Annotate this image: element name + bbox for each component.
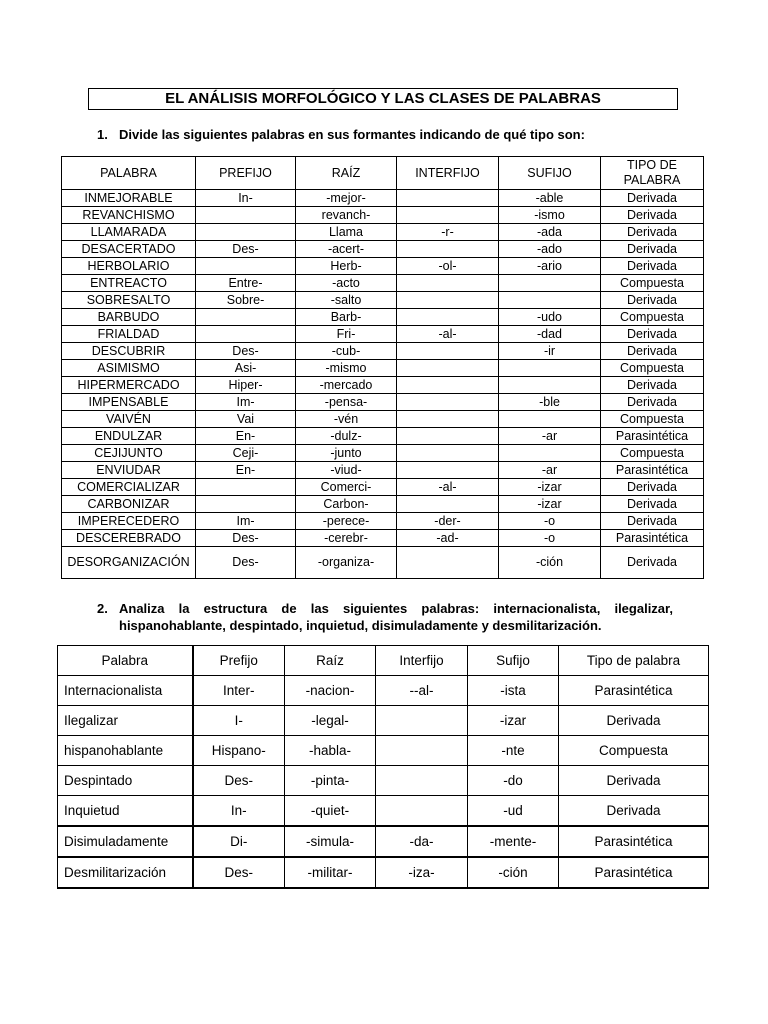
table-cell: -pensa- [296,394,397,411]
table-cell: Herb- [296,258,397,275]
word-cell: CARBONIZAR [62,496,196,513]
table-row [58,676,709,706]
table-cell [499,445,601,462]
table-cell: Hispano- [193,736,285,766]
table-cell [397,428,499,445]
column-header: Tipo de palabra [559,646,709,676]
table-cell: Compuesta [601,275,704,292]
table-cell: Des- [193,766,285,796]
table-cell: Derivada [559,796,709,827]
table-cell [397,411,499,428]
table-cell [196,496,296,513]
table-cell: Parasintética [601,428,704,445]
table-cell: -ble [499,394,601,411]
morphology-table-1 [61,156,704,579]
table-cell: Derivada [601,547,704,579]
table-cell: -dad [499,326,601,343]
table-cell: -r- [397,224,499,241]
table-cell: Derivada [601,326,704,343]
table-cell: -junto [296,445,397,462]
table-cell: -ado [499,241,601,258]
word-cell: FRIALDAD [62,326,196,343]
table-row [62,292,704,309]
table-cell: -ir [499,343,601,360]
table-cell [499,377,601,394]
column-header: Palabra [58,646,193,676]
table-cell: -ción [468,857,559,888]
question-2-line-1: Analiza la estructura de las siguientes palabras: internacionalista, ilegalizar, [119,601,673,616]
table-cell: Compuesta [601,309,704,326]
table-2-header-row [58,646,709,676]
column-header: INTERFIJO [397,157,499,190]
table-row [62,326,704,343]
table-cell: Compuesta [559,736,709,766]
table-cell: Asi- [196,360,296,377]
table-cell: Des- [196,343,296,360]
table-cell: Inter- [193,676,285,706]
table-cell: Fri- [296,326,397,343]
word-cell: ENTREACTO [62,275,196,292]
table-row [58,736,709,766]
table-cell: -ol- [397,258,499,275]
table-cell: -acto [296,275,397,292]
table-cell: Derivada [601,496,704,513]
table-row [62,513,704,530]
table-cell: Derivada [601,377,704,394]
table-cell: -viud- [296,462,397,479]
table-cell: Derivada [601,190,704,207]
table-row [62,377,704,394]
table-cell: -mejor- [296,190,397,207]
table-cell: -ción [499,547,601,579]
table-cell [397,207,499,224]
table-cell [376,796,468,827]
table-cell [397,343,499,360]
table-cell: Im- [196,513,296,530]
word-cell: DESCEREBRADO [62,530,196,547]
table-row [62,462,704,479]
table-cell: --al- [376,676,468,706]
table-cell: -pinta- [285,766,376,796]
table-cell: Llama [296,224,397,241]
table-cell: -mercado [296,377,397,394]
table-cell: Derivada [601,394,704,411]
table-cell: Derivada [601,224,704,241]
table-row [62,479,704,496]
table-1-header-row [62,157,704,190]
table-cell: Des- [196,241,296,258]
table-cell [376,736,468,766]
word-cell: DESCUBRIR [62,343,196,360]
table-cell: -acert- [296,241,397,258]
table-cell: -al- [397,326,499,343]
table-cell: -salto [296,292,397,309]
table-cell [397,394,499,411]
table-cell: Derivada [559,766,709,796]
table-cell: -al- [397,479,499,496]
word-cell: ENVIUDAR [62,462,196,479]
column-header: Prefijo [193,646,285,676]
word-cell: IMPENSABLE [62,394,196,411]
table-cell: Parasintética [559,826,709,857]
table-cell: -izar [468,706,559,736]
table-cell: Derivada [601,479,704,496]
table-cell: -quiet- [285,796,376,827]
table-cell: Comerci- [296,479,397,496]
table-cell: Barb- [296,309,397,326]
table-cell [397,241,499,258]
table-row [58,826,709,857]
question-2 [97,600,673,634]
table-cell: I- [193,706,285,736]
table-cell: -militar- [285,857,376,888]
table-row [62,258,704,275]
morphology-table-2 [57,645,709,889]
column-header: TIPO DE PALABRA [601,157,704,190]
table-row [62,275,704,292]
table-cell [397,292,499,309]
table-row [62,445,704,462]
table-cell: Compuesta [601,445,704,462]
table-cell: -cerebr- [296,530,397,547]
table-cell: Ceji- [196,445,296,462]
column-header: Interfijo [376,646,468,676]
table-cell: -o [499,530,601,547]
table-row [62,496,704,513]
table-cell: Parasintética [559,676,709,706]
table-cell: -ar [499,462,601,479]
table-row [62,309,704,326]
table-cell: Hiper- [196,377,296,394]
table-cell: -simula- [285,826,376,857]
word-cell: BARBUDO [62,309,196,326]
table-cell: -vén [296,411,397,428]
table-cell [196,309,296,326]
table-cell [196,479,296,496]
table-cell: Im- [196,394,296,411]
table-cell: -do [468,766,559,796]
word-cell: INMEJORABLE [62,190,196,207]
word-cell: Disimuladamente [58,826,193,857]
word-cell: CEJIJUNTO [62,445,196,462]
table-row [62,207,704,224]
table-cell [397,360,499,377]
table-row [62,394,704,411]
table-cell: -ud [468,796,559,827]
table-cell: -udo [499,309,601,326]
table-cell: Derivada [601,258,704,275]
question-1-number: 1. [97,127,108,142]
table-cell: -able [499,190,601,207]
table-cell: -o [499,513,601,530]
table-cell: Des- [196,530,296,547]
table-row [58,796,709,827]
table-cell: -iza- [376,857,468,888]
table-cell: Parasintética [559,857,709,888]
table-cell: Des- [196,547,296,579]
table-cell: -dulz- [296,428,397,445]
table-cell: En- [196,428,296,445]
table-cell: revanch- [296,207,397,224]
word-cell: HERBOLARIO [62,258,196,275]
table-cell: Derivada [601,343,704,360]
table-cell: -izar [499,496,601,513]
table-cell [397,309,499,326]
table-cell: Carbon- [296,496,397,513]
column-header: Raíz [285,646,376,676]
table-cell [397,445,499,462]
word-cell: DESORGANIZACIÓN [62,547,196,579]
table-cell [196,224,296,241]
column-header: PALABRA [62,157,196,190]
table-cell: -ad- [397,530,499,547]
table-cell [196,326,296,343]
table-cell: En- [196,462,296,479]
table-row [58,706,709,736]
word-cell: COMERCIALIZAR [62,479,196,496]
question-1-text: Divide las siguientes palabras en sus formantes indicando de qué tipo son: [119,127,585,142]
word-cell: IMPERECEDERO [62,513,196,530]
column-header: Sufijo [468,646,559,676]
table-cell: Sobre- [196,292,296,309]
table-cell: -organiza- [296,547,397,579]
table-cell [376,766,468,796]
table-cell: -ario [499,258,601,275]
table-cell: -mente- [468,826,559,857]
table-cell: Parasintética [601,462,704,479]
table-cell: Derivada [601,241,704,258]
table-cell: Compuesta [601,360,704,377]
table-cell: Vai [196,411,296,428]
table-cell [499,275,601,292]
question-2-number: 2. [97,601,108,616]
table-cell [376,706,468,736]
table-row [62,343,704,360]
table-cell [397,462,499,479]
table-row [58,857,709,888]
table-cell: -izar [499,479,601,496]
table-cell [499,360,601,377]
word-cell: ENDULZAR [62,428,196,445]
table-cell: -perece- [296,513,397,530]
table-cell [397,496,499,513]
table-cell [196,258,296,275]
word-cell: VAIVÉN [62,411,196,428]
question-1 [97,127,707,142]
page-title: EL ANÁLISIS MORFOLÓGICO Y LAS CLASES DE PALABRAS [88,88,678,110]
table-cell [499,411,601,428]
table-cell: Des- [193,857,285,888]
table-cell [397,275,499,292]
table-row [62,428,704,445]
table-row [58,766,709,796]
table-cell: Derivada [601,207,704,224]
table-row [62,530,704,547]
word-cell: SOBRESALTO [62,292,196,309]
column-header: PREFIJO [196,157,296,190]
table-cell: -da- [376,826,468,857]
table-cell: Parasintética [601,530,704,547]
table-cell: -habla- [285,736,376,766]
table-cell: In- [196,190,296,207]
table-cell: -der- [397,513,499,530]
table-row [62,224,704,241]
word-cell: HIPERMERCADO [62,377,196,394]
table-cell [397,547,499,579]
word-cell: REVANCHISMO [62,207,196,224]
table-cell: Compuesta [601,411,704,428]
table-row [62,547,704,579]
word-cell: Inquietud [58,796,193,827]
word-cell: Internacionalista [58,676,193,706]
word-cell: Desmilitarización [58,857,193,888]
word-cell: ASIMISMO [62,360,196,377]
table-row [62,411,704,428]
table-row [62,241,704,258]
table-cell: In- [193,796,285,827]
table-cell: Derivada [559,706,709,736]
word-cell: Ilegalizar [58,706,193,736]
word-cell: Despintado [58,766,193,796]
table-cell: -cub- [296,343,397,360]
word-cell: LLAMARADA [62,224,196,241]
table-cell: -mismo [296,360,397,377]
column-header: SUFIJO [499,157,601,190]
question-2-line-2: hispanohablante, despintado, inquietud, disimuladamente y desmilitarización. [119,618,602,633]
table-cell: Derivada [601,513,704,530]
table-cell: -nacion- [285,676,376,706]
table-row [62,360,704,377]
column-header: RAÍZ [296,157,397,190]
table-cell [499,292,601,309]
table-cell: -ar [499,428,601,445]
table-cell: -nte [468,736,559,766]
table-cell [397,377,499,394]
word-cell: hispanohablante [58,736,193,766]
table-cell: -legal- [285,706,376,736]
table-cell: -ada [499,224,601,241]
table-cell [397,190,499,207]
table-cell [196,207,296,224]
table-cell: -ista [468,676,559,706]
word-cell: DESACERTADO [62,241,196,258]
table-row [62,190,704,207]
table-cell: Di- [193,826,285,857]
table-cell: Derivada [601,292,704,309]
table-cell: -ismo [499,207,601,224]
table-cell: Entre- [196,275,296,292]
